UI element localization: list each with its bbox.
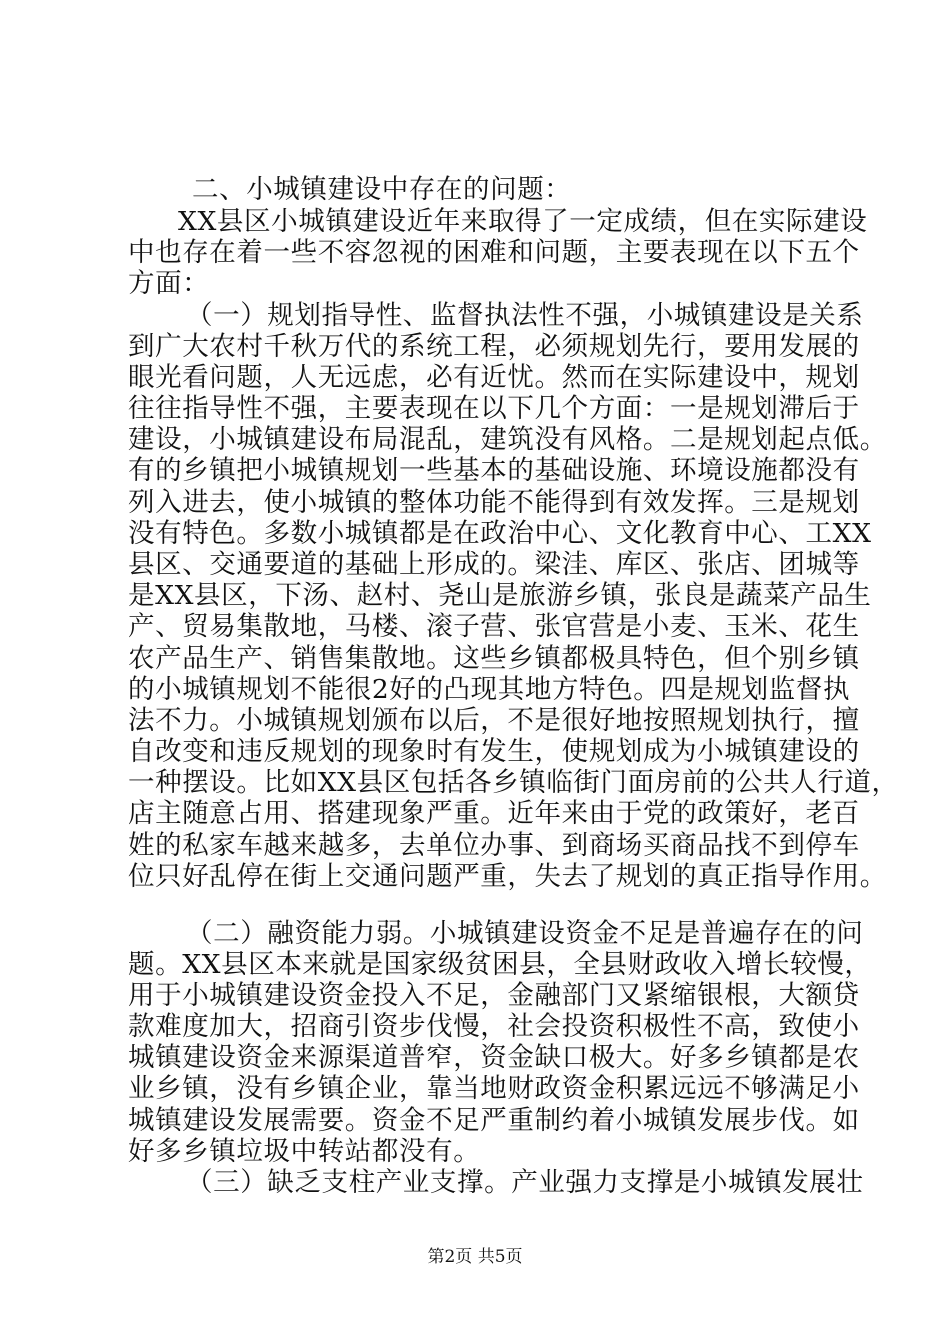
text-line: 好多乡镇垃圾中转站都没有。 — [128, 1136, 481, 1167]
text-line: 到广大农村千秋万代的系统工程，必须规划先行，要用发展的 — [128, 331, 860, 362]
text-line: XX县区小城镇建设近年来取得了一定成绩，但在实际建设 — [178, 206, 868, 237]
text-line: 产、贸易集散地，马楼、滚子营、张官营是小麦、玉米、花生 — [128, 611, 860, 642]
text-line: （二）融资能力弱。小城镇建设资金不足是普遍存在的问 — [186, 918, 864, 949]
text-line: 法不力。小城镇规划颁布以后，不是很好地按照规划执行，擅 — [128, 705, 860, 736]
text-line: 方面： — [128, 268, 210, 299]
text-line: 有的乡镇把小城镇规划一些基本的基础设施、环境设施都没有 — [128, 455, 860, 486]
text-line: 县区、交通要道的基础上形成的。梁洼、库区、张店、团城等 — [128, 549, 860, 580]
text-line: 用于小城镇建设资金投入不足，金融部门又紧缩银根，大额贷 — [128, 980, 860, 1011]
text-line: 业乡镇，没有乡镇企业，靠当地财政资金积累远远不够满足小 — [128, 1073, 860, 1104]
text-line: 姓的私家车越来越多，去单位办事、到商场买商品找不到停车 — [128, 830, 860, 861]
text-line: （一）规划指导性、监督执法性不强，小城镇建设是关系 — [186, 300, 864, 331]
text-line: （三）缺乏支柱产业支撑。产业强力支撑是小城镇发展壮 — [186, 1167, 864, 1198]
text-line: 列入进去，使小城镇的整体功能不能得到有效发挥。三是规划 — [128, 487, 860, 518]
text-line: 城镇建设资金来源渠道普窄，资金缺口极大。好多乡镇都是农 — [128, 1042, 860, 1073]
text-line: 是XX县区，下汤、赵村、尧山是旅游乡镇，张良是蔬菜产品生 — [128, 580, 872, 611]
text-line: 往往指导性不强，主要表现在以下几个方面：一是规划滞后于 — [128, 393, 860, 424]
text-line: 自改变和违反规划的现象时有发生，使规划成为小城镇建设的 — [128, 736, 860, 767]
text-line: 中也存在着一些不容忽视的困难和问题，主要表现在以下五个 — [128, 237, 860, 268]
text-line: 一种摆设。比如XX县区包括各乡镇临街门面房前的公共人行道， — [128, 767, 899, 798]
page-number-footer: 第2页 共5页 — [427, 1247, 523, 1267]
text-line: 眼光看问题，人无远虑，必有近忧。然而在实际建设中，规划 — [128, 362, 860, 393]
text-line: 位只好乱停在街上交通问题严重，失去了规划的真正指导作用。 — [128, 861, 887, 892]
text-line: 题。XX县区本来就是国家级贫困县，全县财政收入增长较慢， — [128, 949, 872, 980]
text-line: 没有特色。多数小城镇都是在政治中心、文化教育中心、工XX — [128, 518, 872, 549]
text-line: 款难度加大，招商引资步伐慢，社会投资积极性不高，致使小 — [128, 1011, 860, 1042]
text-line: 店主随意占用、搭建现象严重。近年来由于党的政策好，老百 — [128, 798, 860, 829]
text-line: 的小城镇规划不能很2好的凸现其地方特色。四是规划监督执 — [128, 674, 851, 705]
text-line: 建设，小城镇建设布局混乱，建筑没有风格。二是规划起点低。 — [128, 424, 887, 455]
text-line: 城镇建设发展需要。资金不足严重制约着小城镇发展步伐。如 — [128, 1105, 860, 1136]
text-line: 农产品生产、销售集散地。这些乡镇都极具特色，但个别乡镇 — [128, 643, 860, 674]
text-line: 二、小城镇建设中存在的问题： — [192, 174, 572, 205]
